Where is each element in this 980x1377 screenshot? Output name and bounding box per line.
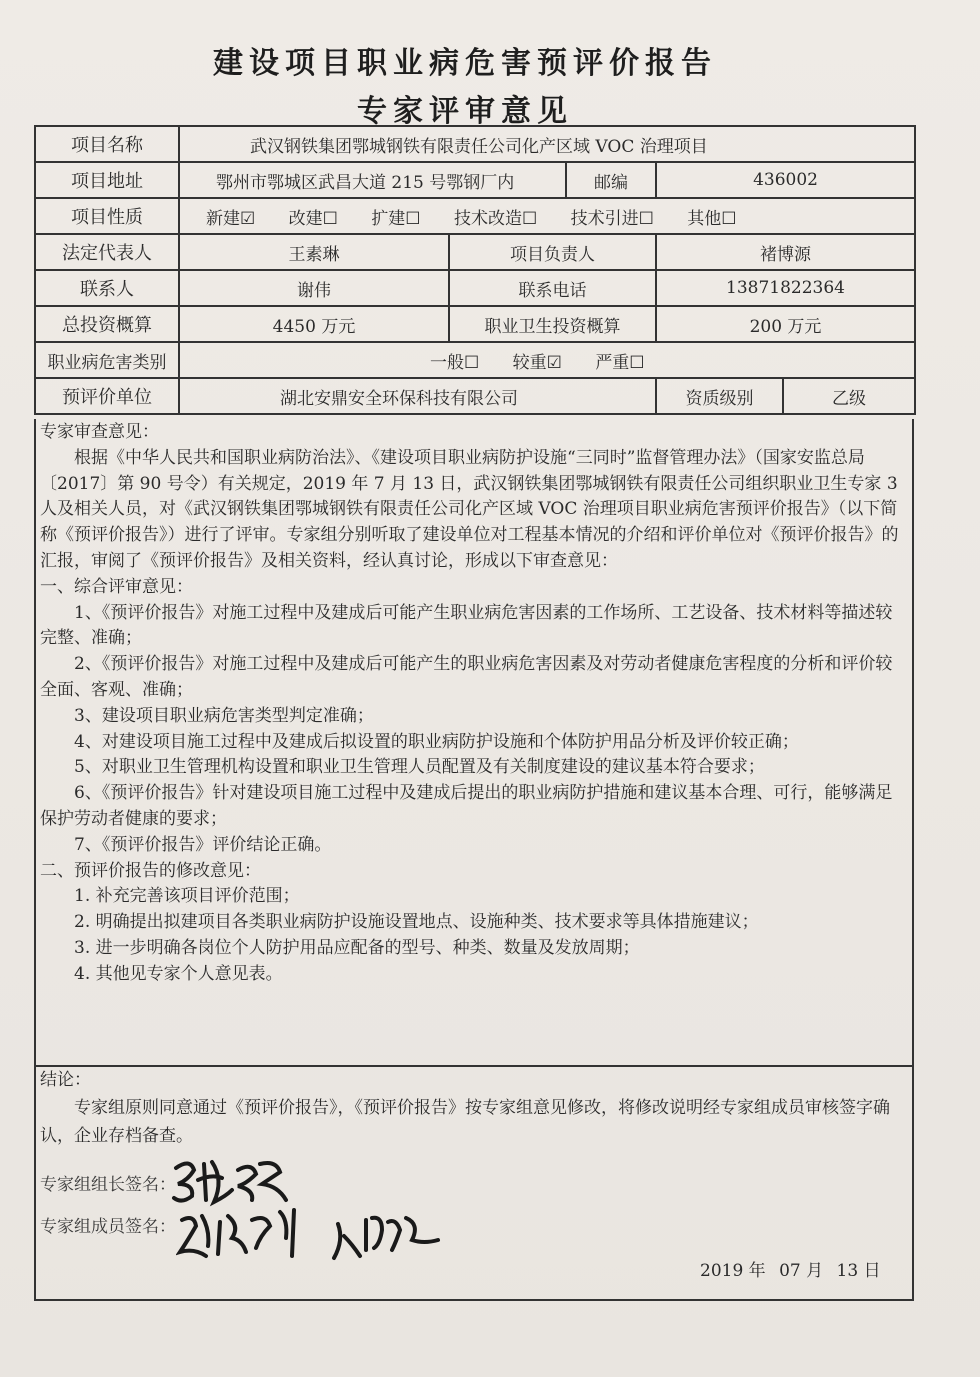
section2-item: 4. 其他见专家个人意见表。 [74, 963, 283, 984]
document-title: 建设项目职业病危害预评价报告 [213, 46, 717, 81]
member-signatures [176, 1200, 466, 1270]
row-investment [35, 306, 915, 342]
total-invest-value: 4450 万元 [179, 306, 449, 342]
nature-option-expand: 扩建☐ [371, 208, 421, 229]
evaluator-value: 湖北安鼎安全环保科技有限公司 [179, 378, 656, 414]
project-name-label: 项目名称 [35, 126, 179, 162]
row-evaluator [35, 378, 915, 414]
nature-label: 项目性质 [35, 198, 179, 234]
hazard-option-severe: 严重☐ [595, 352, 645, 373]
section1-item: 5、对职业卫生管理机构设置和职业卫生管理人员配置及有关制度建设的建议基本符合要求； [74, 757, 765, 778]
section1-item: 4、对建设项目施工过程中及建成后拟设置的职业病防护设施和个体防护用品分析及评价较正确； [74, 731, 799, 752]
legal-rep-label: 法定代表人 [35, 234, 179, 270]
section1-title: 一、综合评审意见： [40, 576, 193, 597]
project-name-value: 武汉钢铁集团鄂城钢铁有限责任公司化产区域 VOC 治理项目 [179, 126, 915, 162]
section2-item: 3. 进一步明确各岗位个人防护用品应配备的型号、种类、数量及发放周期； [74, 937, 640, 958]
hazard-option-serious: 较重☑ [512, 352, 562, 373]
row-contact [35, 270, 915, 306]
qualification-value: 乙级 [783, 378, 915, 414]
address-value: 鄂州市鄂城区武昌大道 215 号鄂钢厂内 [179, 162, 566, 198]
date-year: 2019 年 [700, 1261, 766, 1281]
project-info-table [34, 125, 916, 415]
nature-option-new: 新建☑ [206, 208, 256, 229]
row-project-name [35, 126, 915, 162]
section1-item: 1、《预评价报告》对施工过程中及建成后可能产生职业病危害因素的工作场所、工艺设备、技术材料等描述较完整、准确； [40, 602, 893, 649]
date-day: 13 日 [836, 1261, 881, 1281]
review-heading: 专家审查意见： [40, 422, 159, 442]
contact-label: 联系人 [35, 270, 179, 306]
qualification-label: 资质级别 [656, 378, 783, 414]
nature-options [179, 198, 915, 234]
section1-item: 6、《预评价报告》针对建设项目施工过程中及建成后提出的职业病防护措施和建议基本合理、可行，能够满足保护劳动者健康的要求； [40, 783, 893, 829]
section1-item: 7、《预评价报告》评价结论正确。 [74, 834, 332, 855]
contact-value: 谢伟 [179, 270, 449, 306]
project-lead-label: 项目负责人 [449, 234, 656, 270]
oh-invest-label: 职业卫生投资概算 [449, 306, 656, 342]
nature-option-other: 其他☐ [687, 208, 737, 229]
total-invest-label: 总投资概算 [35, 306, 179, 342]
nature-option-rebuild: 改建☐ [288, 208, 338, 229]
hazard-option-general: 一般☐ [430, 352, 480, 373]
project-lead-value: 褚博源 [656, 234, 915, 270]
leader-signature-label: 专家组组长签名： [40, 1175, 176, 1195]
row-hazard-class [35, 342, 915, 378]
oh-invest-value: 200 万元 [656, 306, 915, 342]
nature-option-tech-upgrade: 技术改造☐ [453, 208, 538, 229]
nature-option-tech-import: 技术引进☐ [570, 208, 654, 229]
review-intro: 根据《中华人民共和国职业病防治法》、《建设项目职业病防护设施“三同时”监督管理办法》（国家安监总局〔2017〕第 90 号令）有关规定，2019 年 7 月 13 日，武汉钢铁集团鄂城钢铁有限责任公司组织职业卫生专家 3 人及相关人员，对《武汉钢铁集团鄂城钢铁有限责任公司化产区域 VOC 治理项目职业病危害预评价报告》（以下简称《预评价报告》）进行了评审。专家组分别听取了建设单位对工程基本情况的介绍和评价单位对《预评价报告》的汇报，审阅了《预评价报告》及相关资料，经认真讨论，形成以下审查意见： [40, 447, 899, 571]
row-nature [35, 198, 915, 234]
conclusion-section [40, 1066, 900, 1150]
section2-title: 二、预评价报告的修改意见： [40, 860, 261, 881]
document-subtitle: 专家评审意见 [357, 94, 573, 129]
conclusion-text: 专家组原则同意通过《预评价报告》，《预评价报告》按专家组意见修改，将修改说明经专家组成员审核签字确认，企业存档备查。 [40, 1098, 890, 1146]
row-address [35, 162, 915, 198]
hazard-class-label: 职业病危害类别 [35, 342, 179, 378]
row-legal-rep [35, 234, 915, 270]
phone-label: 联系电话 [449, 270, 656, 306]
section2-item: 2. 明确提出拟建项目各类职业病防护设施设置地点、设施种类、技术要求等具体措施建议； [74, 912, 759, 933]
conclusion-heading: 结论： [40, 1070, 91, 1090]
phone-value: 13871822364 [656, 270, 915, 306]
date-month: 07 月 [779, 1261, 824, 1281]
postcode-label: 邮编 [566, 162, 656, 198]
section1-item: 3、建设项目职业病危害类型判定准确； [74, 705, 374, 726]
signature-date [700, 1256, 889, 1281]
evaluator-label: 预评价单位 [35, 378, 179, 414]
legal-rep-value: 王素琳 [179, 234, 449, 270]
postcode-value: 436002 [656, 162, 915, 198]
section2-item: 1. 补充完善该项目评价范围； [74, 886, 300, 907]
member-signature-label: 专家组成员签名： [40, 1217, 176, 1237]
section1-item: 2、《预评价报告》对施工过程中及建成后可能产生的职业病危害因素及对劳动者健康危害程度的分析和评价较全面、客观、准确； [40, 654, 893, 700]
address-label: 项目地址 [35, 162, 179, 198]
review-section [40, 420, 900, 988]
hazard-options [179, 342, 915, 378]
